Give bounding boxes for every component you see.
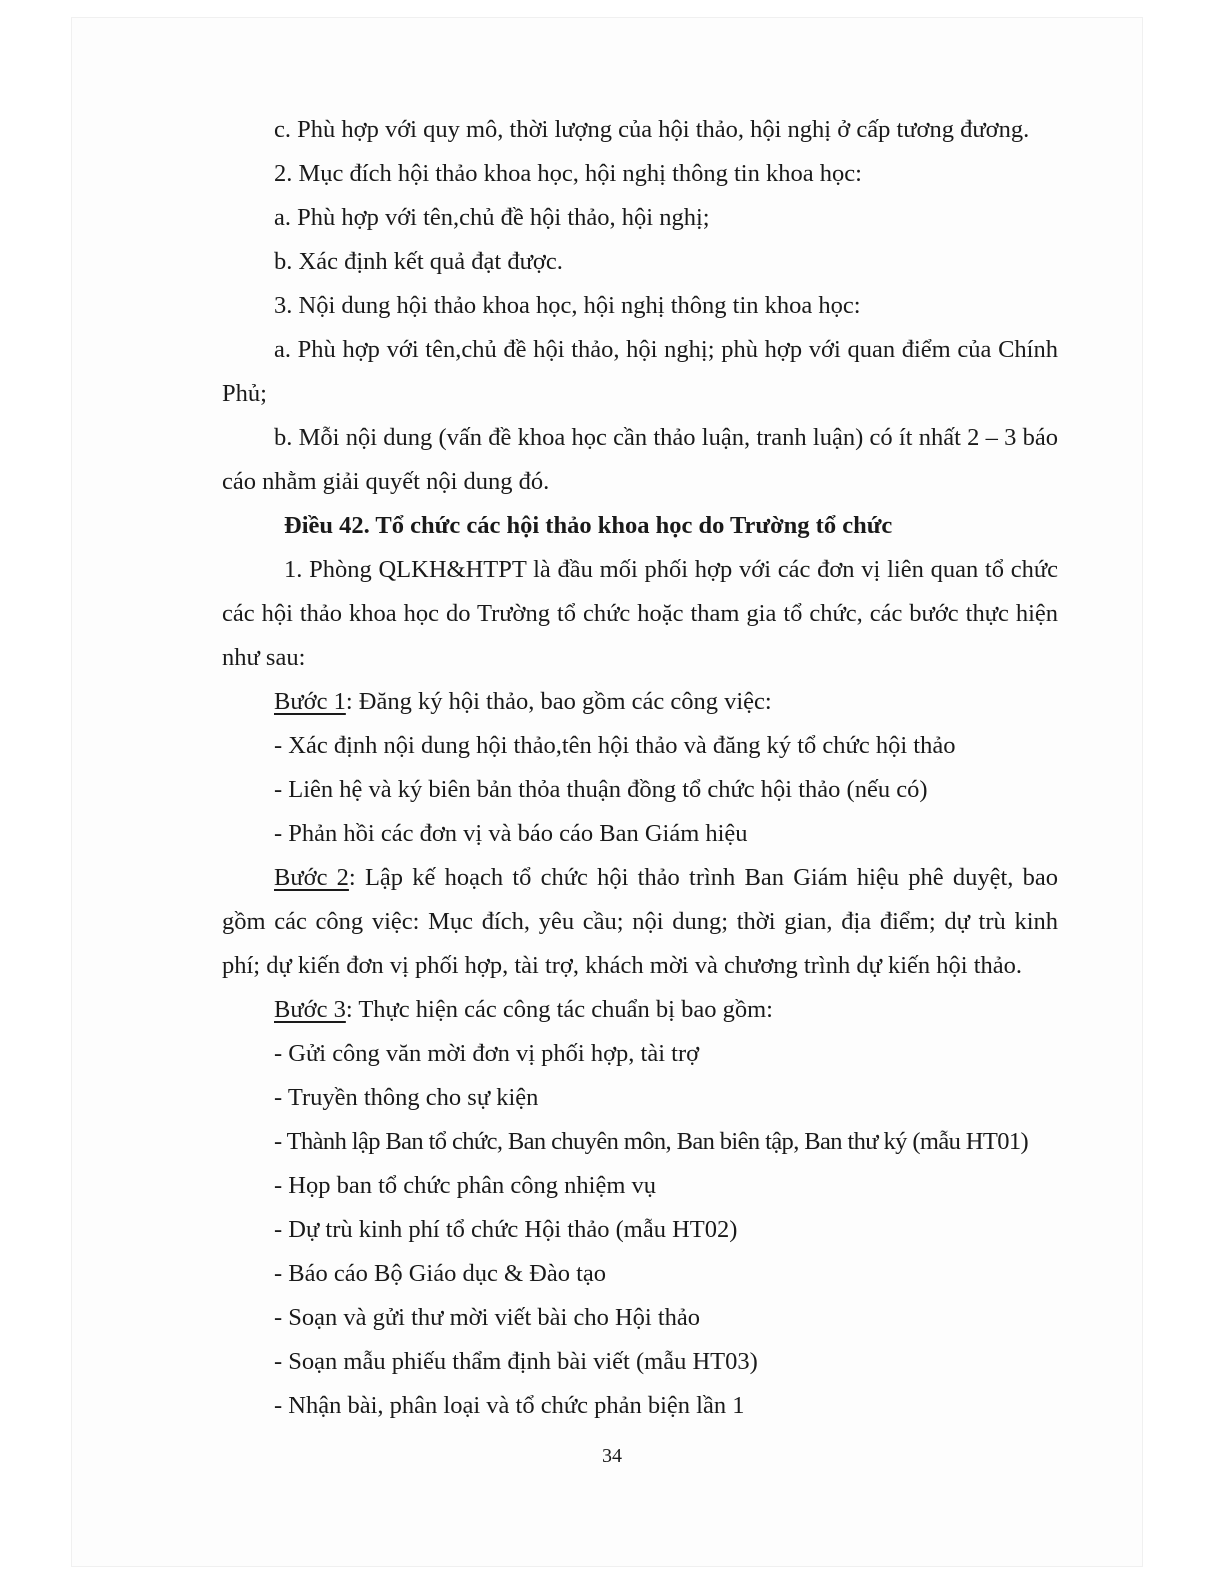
- step-3-text: : Thực hiện các công tác chuẩn bị bao gồm:: [345, 996, 773, 1023]
- step-1-label: Bước 1: [274, 688, 346, 715]
- step-2-label: Bước 2: [274, 864, 349, 891]
- list-item: - Dự trù kinh phí tổ chức Hội thảo (mẫu HT02): [274, 1216, 738, 1243]
- list-item: - Báo cáo Bộ Giáo dục & Đào tạo: [274, 1260, 607, 1287]
- step-2-text: : Lập kế hoạch tổ chức hội thảo trình Ban Giám hiệu phê duyệt, bao gồm các công việc: Mục đích, yêu cầu; nội dung; thời gian, địa điểm; dự trù kinh phí; dự kiến đơn vị phối hợp, tài trợ, khách mời và chương trình dự kiến hội thảo.: [222, 864, 1058, 979]
- article-intro: 1. Phòng QLKH&HTPT là đầu mối phối hợp với các đơn vị liên quan tổ chức các hội thảo khoa học do Trường tổ chức hoặc tham gia tổ chức, các bước thực hiện như sau:: [222, 556, 1058, 671]
- list-item: - Truyền thông cho sự kiện: [274, 1084, 539, 1111]
- list-item: - Thành lập Ban tổ chức, Ban chuyên môn, Ban biên tập, Ban thư ký (mẫu HT01): [274, 1128, 1029, 1155]
- list-item: - Gửi công văn mời đơn vị phối hợp, tài trợ: [274, 1040, 700, 1067]
- text-line: 2. Mục đích hội thảo khoa học, hội nghị thông tin khoa học:: [274, 160, 862, 187]
- article-heading: Điều 42. Tổ chức các hội thảo khoa học do Trường tổ chức: [284, 512, 893, 539]
- list-item: - Xác định nội dung hội thảo,tên hội thảo và đăng ký tổ chức hội thảo: [274, 732, 956, 759]
- document-body: [222, 108, 1058, 1428]
- step-1-text: : Đăng ký hội thảo, bao gồm các công việc:: [345, 688, 772, 715]
- step-2: [222, 856, 1058, 988]
- step-3: [222, 988, 1058, 1032]
- paragraph: b. Mỗi nội dung (vấn đề khoa học cần thảo luận, tranh luận) có ít nhất 2 – 3 báo cáo nhằm giải quyết nội dung đó.: [222, 424, 1058, 495]
- text-line: c. Phù hợp với quy mô, thời lượng của hội thảo, hội nghị ở cấp tương đương.: [274, 116, 1030, 143]
- text-line: 3. Nội dung hội thảo khoa học, hội nghị thông tin khoa học:: [274, 292, 861, 319]
- paragraph: a. Phù hợp với tên,chủ đề hội thảo, hội nghị; phù hợp với quan điểm của Chính Phủ;: [222, 336, 1058, 407]
- step-1: [222, 680, 1058, 724]
- text-line: b. Xác định kết quả đạt được.: [274, 248, 563, 275]
- list-item: - Họp ban tổ chức phân công nhiệm vụ: [274, 1172, 657, 1199]
- text-line: a. Phù hợp với tên,chủ đề hội thảo, hội nghị;: [274, 204, 710, 231]
- list-item: - Liên hệ và ký biên bản thỏa thuận đồng tổ chức hội thảo (nếu có): [274, 776, 928, 803]
- list-item: - Soạn và gửi thư mời viết bài cho Hội thảo: [274, 1304, 700, 1331]
- list-item: - Phản hồi các đơn vị và báo cáo Ban Giám hiệu: [274, 820, 748, 847]
- list-item: - Soạn mẫu phiếu thẩm định bài viết (mẫu HT03): [274, 1348, 758, 1375]
- page-number: 34: [602, 1445, 622, 1467]
- list-item: - Nhận bài, phân loại và tổ chức phản biện lần 1: [274, 1392, 745, 1419]
- step-3-label: Bước 3: [274, 996, 346, 1023]
